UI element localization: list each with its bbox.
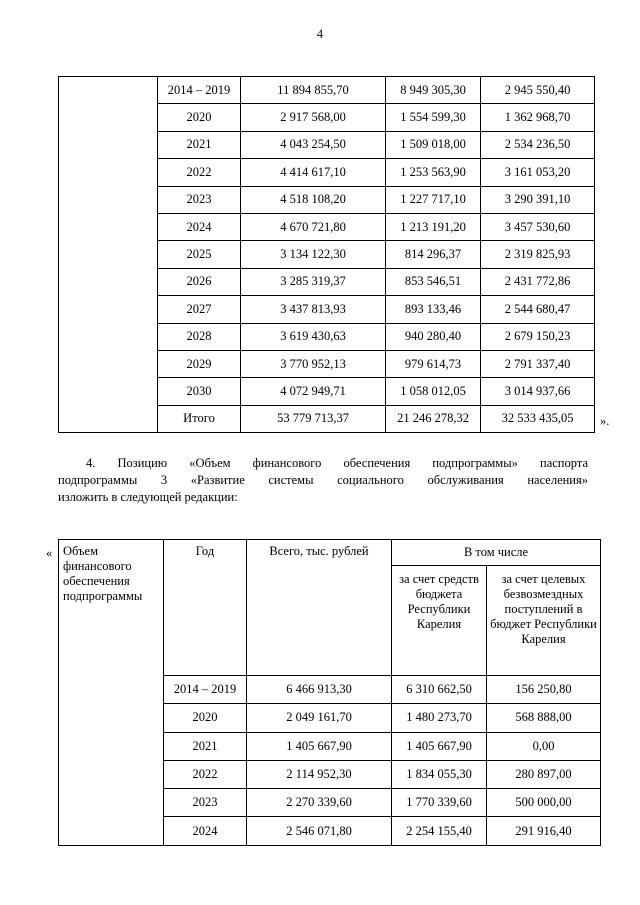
- year-cell: 2030: [158, 378, 241, 405]
- budget-cell: 1 253 563,90: [386, 159, 481, 186]
- total-cell: 11 894 855,70: [241, 77, 386, 104]
- page-number: 4: [316, 27, 324, 41]
- year-cell: 2024: [158, 213, 241, 240]
- header-regional-budget: за счет средств бюджета Республики Карелия: [392, 566, 487, 676]
- financing-table-continued: [58, 76, 595, 433]
- total-cell: 4 518 108,20: [241, 186, 386, 213]
- total-cell: 4 414 617,10: [241, 159, 386, 186]
- total-cell: 3 619 430,63: [241, 323, 386, 350]
- budget-cell: 21 246 278,32: [386, 405, 481, 432]
- budget-cell: 940 280,40: [386, 323, 481, 350]
- paragraph-line-3: изложить в следующей редакции:: [58, 490, 238, 504]
- total-cell: 2 546 071,80: [247, 817, 392, 845]
- budget-cell: 8 949 305,30: [386, 77, 481, 104]
- year-cell: 2026: [158, 268, 241, 295]
- budget-cell: 2 254 155,40: [392, 817, 487, 845]
- budget-cell: 1 480 273,70: [392, 704, 487, 732]
- paragraph-line-1: 4. Позицию «Объем финансового обеспечения подпрограммы» паспорта: [86, 456, 588, 470]
- grants-cell: 2 679 150,23: [481, 323, 595, 350]
- grants-cell: 2 791 337,40: [481, 350, 595, 377]
- year-cell: 2027: [158, 296, 241, 323]
- closing-quote-mark: ».: [600, 414, 610, 428]
- header-year: Год: [164, 540, 247, 676]
- grants-cell: 291 916,40: [487, 817, 601, 845]
- budget-cell: 6 310 662,50: [392, 676, 487, 704]
- grants-cell: 3 161 053,20: [481, 159, 595, 186]
- total-cell: 3 285 319,37: [241, 268, 386, 295]
- grants-cell: 3 014 937,66: [481, 378, 595, 405]
- grants-cell: 2 534 236,50: [481, 131, 595, 158]
- grants-cell: 500 000,00: [487, 789, 601, 817]
- year-cell: 2021: [158, 131, 241, 158]
- budget-cell: 853 546,51: [386, 268, 481, 295]
- year-cell: 2028: [158, 323, 241, 350]
- grants-cell: 0,00: [487, 732, 601, 760]
- year-cell: 2029: [158, 350, 241, 377]
- total-cell: 3 134 122,30: [241, 241, 386, 268]
- budget-cell: 1 213 191,20: [386, 213, 481, 240]
- budget-cell: 814 296,37: [386, 241, 481, 268]
- grants-cell: 3 457 530,60: [481, 213, 595, 240]
- header-financing-volume: Объем финансового обеспечения подпрограммы: [59, 540, 164, 846]
- opening-quote-mark: «: [46, 546, 53, 560]
- grants-cell: 2 431 772,86: [481, 268, 595, 295]
- budget-cell: 1 405 667,90: [392, 732, 487, 760]
- year-cell: Итого: [158, 405, 241, 432]
- total-cell: 4 043 254,50: [241, 131, 386, 158]
- grants-cell: 280 897,00: [487, 760, 601, 788]
- total-cell: 6 466 913,30: [247, 676, 392, 704]
- year-cell: 2014 – 2019: [164, 676, 247, 704]
- total-cell: 2 270 339,60: [247, 789, 392, 817]
- budget-cell: 1 770 339,60: [392, 789, 487, 817]
- total-cell: 4 670 721,80: [241, 213, 386, 240]
- table-row: [59, 77, 595, 104]
- grants-cell: 3 290 391,10: [481, 186, 595, 213]
- year-cell: 2022: [164, 760, 247, 788]
- total-cell: 1 405 667,90: [247, 732, 392, 760]
- grants-cell: 2 945 550,40: [481, 77, 595, 104]
- header-targeted-grants: за счет целевых безвозмездных поступлений в бюджет Республики Карелия: [487, 566, 601, 676]
- year-cell: 2023: [164, 789, 247, 817]
- merged-label-cell: [59, 77, 158, 433]
- year-cell: 2022: [158, 159, 241, 186]
- grants-cell: 156 250,80: [487, 676, 601, 704]
- budget-cell: 1 227 717,10: [386, 186, 481, 213]
- year-cell: 2021: [164, 732, 247, 760]
- budget-cell: 1 834 055,30: [392, 760, 487, 788]
- header-total: Всего, тыс. рублей: [247, 540, 392, 676]
- year-cell: 2025: [158, 241, 241, 268]
- total-cell: 2 114 952,30: [247, 760, 392, 788]
- total-cell: 2 049 161,70: [247, 704, 392, 732]
- budget-cell: 1 509 018,00: [386, 131, 481, 158]
- year-cell: 2020: [164, 704, 247, 732]
- grants-cell: 2 319 825,93: [481, 241, 595, 268]
- budget-cell: 1 554 599,30: [386, 104, 481, 131]
- total-cell: 2 917 568,00: [241, 104, 386, 131]
- budget-cell: 979 614,73: [386, 350, 481, 377]
- amendment-paragraph: [58, 455, 588, 506]
- total-cell: 3 437 813,93: [241, 296, 386, 323]
- budget-cell: 1 058 012,05: [386, 378, 481, 405]
- grants-cell: 2 544 680,47: [481, 296, 595, 323]
- grants-cell: 1 362 968,70: [481, 104, 595, 131]
- financing-table-new: [58, 539, 601, 846]
- total-cell: 53 779 713,37: [241, 405, 386, 432]
- year-cell: 2023: [158, 186, 241, 213]
- year-cell: 2024: [164, 817, 247, 845]
- budget-cell: 893 133,46: [386, 296, 481, 323]
- year-cell: 2014 – 2019: [158, 77, 241, 104]
- grants-cell: 568 888,00: [487, 704, 601, 732]
- grants-cell: 32 533 435,05: [481, 405, 595, 432]
- header-including: В том числе: [392, 540, 601, 566]
- year-cell: 2020: [158, 104, 241, 131]
- total-cell: 3 770 952,13: [241, 350, 386, 377]
- total-cell: 4 072 949,71: [241, 378, 386, 405]
- paragraph-line-2: подпрограммы 3 «Развитие системы социального обслуживания населения»: [58, 473, 588, 487]
